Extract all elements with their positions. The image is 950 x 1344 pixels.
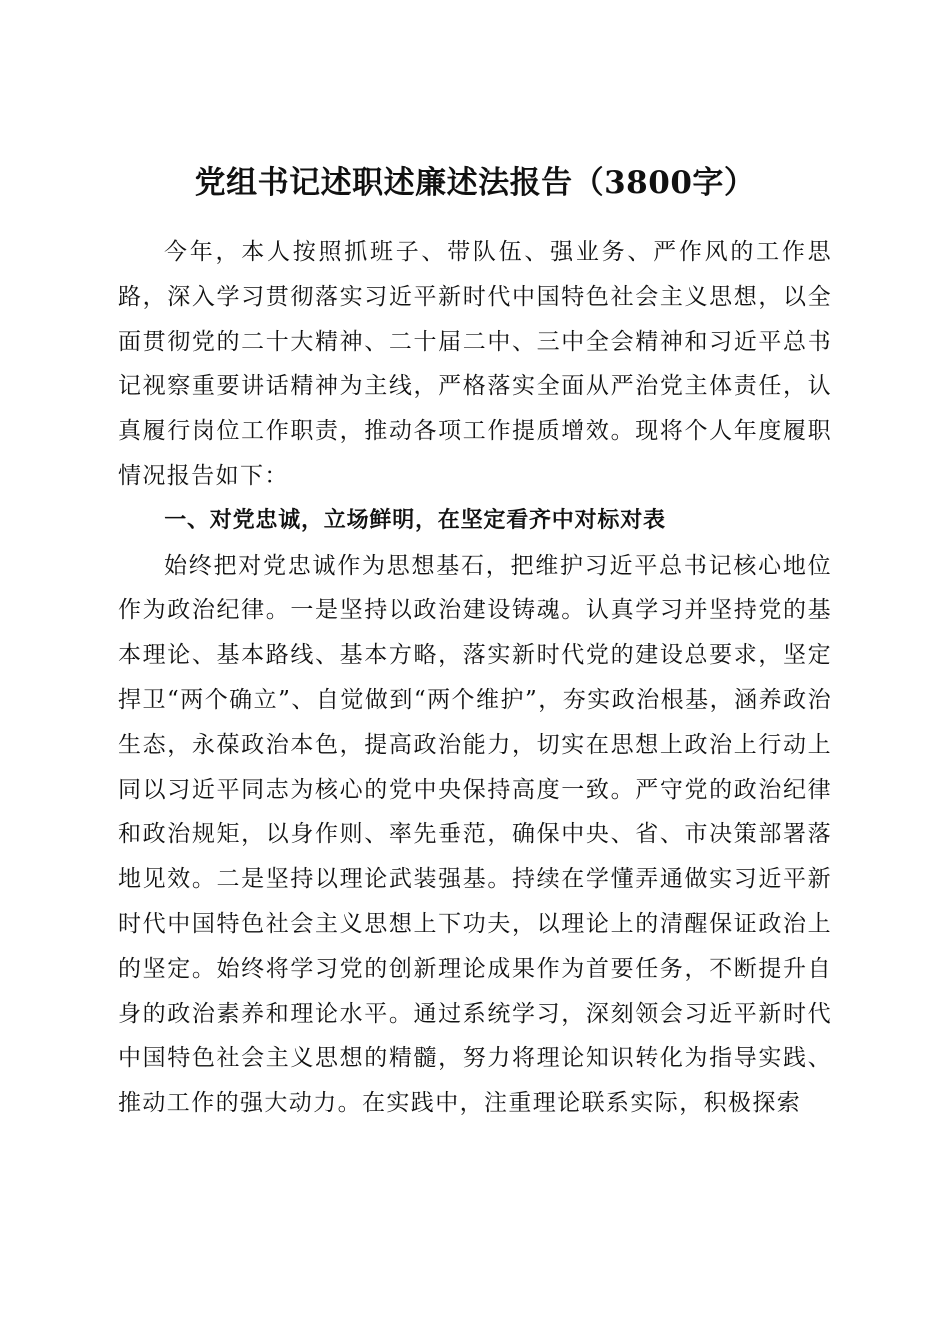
section-1-paragraph: 始终把对党忠诚作为思想基石，把维护习近平总书记核心地位作为政治纪律。一是坚持以政治建设铸魂。认真学习并坚持党的基本理论、基本路线、基本方略，落实新时代党的建设总要求，坚定捍卫“两个确立”、自觉做到“两个维护”，夯实政治根基，涵养政治生态，永葆政治本色，提高政治能力，切实在思想上政治上行动上同以习近平同志为核心的党中央保持高度一致。严守党的政治纪律和政治规矩，以身作则、率先垂范，确保中央、省、市决策部署落地见效。二是坚持以理论武装强基。持续在学懂弄通做实习近平新时代中国特色社会主义思想上下功夫，以理论上的清醒保证政治上的坚定。始终将学习党的创新理论成果作为首要任务，不断提升自身的政治素养和理论水平。通过系统学习，深刻领会习近平新时代中国特色社会主义思想的精髓，努力将理论知识转化为指导实践、推动工作的强大动力。在实践中，注重理论联系实际，积极探索 (118, 552, 832, 1117)
document-title: 党组书记述职述廉述法报告（3800字） (194, 164, 756, 201)
document-body (118, 230, 832, 1126)
section-heading-1: 一、对党忠诚，立场鲜明，在坚定看齐中对标对表 (164, 507, 666, 533)
intro-paragraph: 今年，本人按照抓班子、带队伍、强业务、严作风的工作思路，深入学习贯彻落实习近平新时代中国特色社会主义思想，以全面贯彻党的二十大精神、二十届二中、三中全会精神和习近平总书记视察重要讲话精神为主线，严格落实全面从严治党主体责任，认真履行岗位工作职责，推动各项工作提质增效。现将个人年度履职情况报告如下： (118, 239, 832, 489)
